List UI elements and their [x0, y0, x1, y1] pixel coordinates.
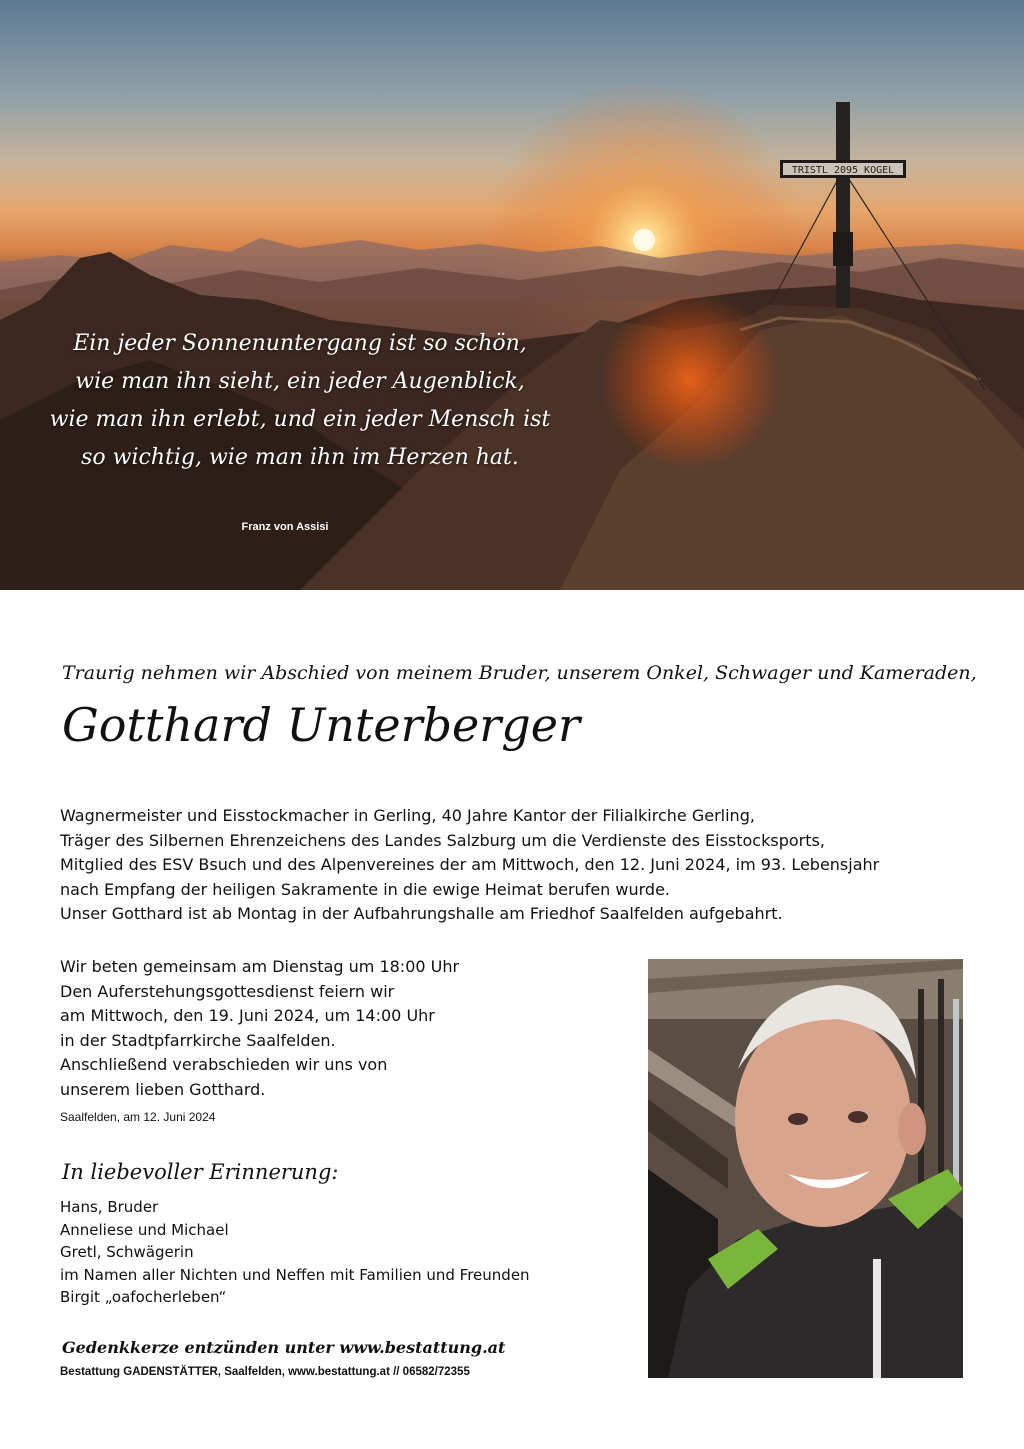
mourners-list: [60, 1196, 640, 1309]
candle-link-text[interactable]: Gedenkkerze entzünden unter www.bestattung.at: [62, 1338, 506, 1357]
quote-line: Ein jeder Sonnenuntergang ist so schön,: [73, 331, 527, 356]
mourner-item: Gretl, Schwägerin: [60, 1243, 194, 1261]
service-line: unserem lieben Gotthard.: [60, 1079, 266, 1099]
memory-heading: In liebevoller Erinnerung:: [62, 1160, 339, 1184]
mourner-item: Hans, Bruder: [60, 1198, 159, 1216]
portrait-image: [648, 959, 963, 1378]
quote-line: wie man ihn erlebt, und ein jeder Mensch ist: [49, 407, 551, 432]
mourner-item: im Namen aller Nichten und Neffen mit Familien und Freunden: [60, 1265, 530, 1284]
mourner-item: Anneliese und Michael: [60, 1220, 229, 1239]
hero-quote: [40, 325, 560, 477]
deceased-name: Gotthard Unterberger: [62, 698, 580, 752]
bio-line: Unser Gotthard ist ab Montag in der Aufbahrungshalle am Friedhof Saalfelden aufgebahrt.: [60, 904, 783, 923]
quote-line: so wichtig, wie man ihn im Herzen hat.: [81, 445, 519, 470]
service-line: Wir beten gemeinsam am Dienstag um 18:00 Uhr: [60, 957, 460, 976]
footer-contact: Bestattung GADENSTÄTTER, Saalfelden, www.bestattung.at // 06582/72355: [60, 1366, 470, 1378]
hero-sunset-photo: [0, 0, 1024, 590]
portrait-photo: [648, 959, 963, 1378]
quote-line: wie man ihn sieht, ein jeder Augenblick,: [75, 369, 525, 394]
mourner-item: Birgit „oafocherleben“: [60, 1288, 227, 1306]
service-line: Den Auferstehungsgottesdienst feiern wir: [60, 981, 395, 1001]
biography: [60, 804, 980, 927]
place-date: Saalfelden, am 12. Juni 2024: [60, 1110, 216, 1124]
service-details: [60, 955, 620, 1102]
service-line: Anschließend verabschieden wir uns von: [60, 1055, 388, 1074]
mountain-landscape-image: [0, 0, 1024, 590]
intro-text: Traurig nehmen wir Abschied von meinem Bruder, unserem Onkel, Schwager und Kameraden,: [62, 662, 977, 684]
bio-line: Mitglied des ESV Bsuch und des Alpenvereines der am Mittwoch, den 12. Juni 2024, im 93. Lebensjahr: [60, 855, 880, 874]
bio-line: nach Empfang der heiligen Sakramente in die ewige Heimat berufen wurde.: [60, 879, 670, 899]
service-line: in der Stadtpfarrkirche Saalfelden.: [60, 1030, 336, 1050]
service-line: am Mittwoch, den 19. Juni 2024, um 14:00 Uhr: [60, 1006, 435, 1025]
bio-line: Träger des Silbernen Ehrenzeichens des Landes Salzburg um die Verdienste des Eisstocksports,: [60, 830, 825, 850]
quote-author: Franz von Assisi: [241, 521, 329, 533]
bio-line: Wagnermeister und Eisstockmacher in Gerling, 40 Jahre Kantor der Filialkirche Gerling,: [60, 806, 755, 825]
cross-sign-text: TRISTL 2095 KOGEL: [791, 165, 895, 176]
